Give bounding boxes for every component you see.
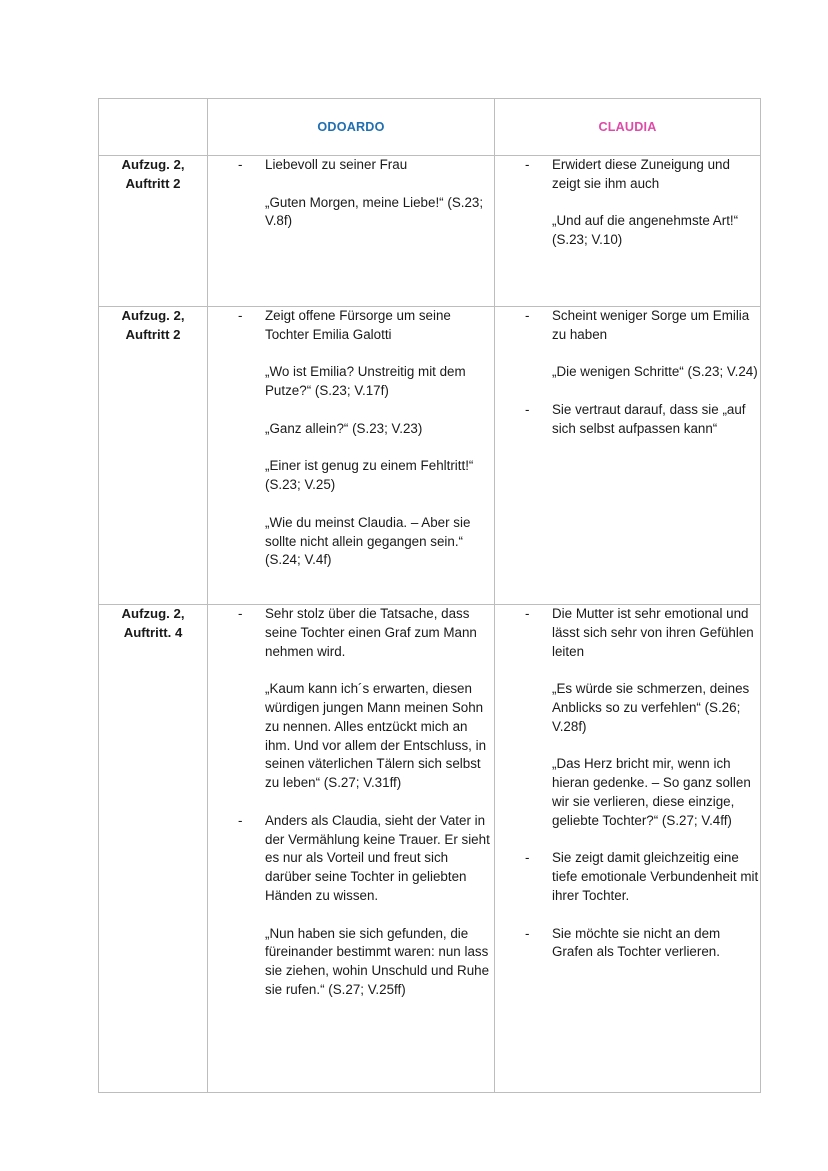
dash-bullet: -: [238, 157, 243, 172]
dash-bullet: -: [238, 308, 243, 323]
header-odoardo: ODOARDO: [208, 99, 495, 156]
entry-quote: „Ganz allein?“ (S.23; V.23): [265, 420, 423, 436]
odoardo-cell: [208, 156, 495, 307]
entry-quote: „Die wenigen Schritte“ (S.23; V.24): [552, 364, 758, 380]
row-label-line: Aufzug. 2,: [121, 606, 185, 621]
entry-quote: „Einer ist genug zu einem Fehltritt!“ (S.23; V.25): [265, 458, 474, 493]
dash-bullet: -: [238, 812, 243, 828]
dash-bullet: -: [525, 157, 530, 172]
entry-quote: „Nun haben sie sich gefunden, die füreinander bestimmt waren: nun lass sie ziehen, wohin Unschuld und Ruhe sie rufen.“ (S.27; V.25ff): [265, 925, 490, 997]
row-label-line: Auftritt. 4: [123, 624, 183, 640]
list-item: [208, 812, 494, 1000]
table-row: [99, 156, 761, 307]
dash-bullet: -: [525, 401, 530, 417]
dash-bullet: -: [525, 850, 530, 866]
entry-quote: „Kaum kann ich´s erwarten, diesen würdigen jungen Mann meinen Sohn zu nennen. Alles entzückt mich an ihm. Und vor allem der Entschluss, in seinen väterlichen Tälern sich selbst zu leben“ (S.27; V.31ff): [265, 681, 487, 791]
row-label: [99, 605, 208, 1093]
odoardo-cell: [208, 307, 495, 605]
header-row: [99, 99, 761, 156]
entry-quote: „Wo ist Emilia? Unstreitig mit dem Putze?“ (S.23; V.17f): [265, 364, 466, 399]
entry-text: Erwidert diese Zuneigung und zeigt sie ihm auch: [552, 157, 730, 191]
entry-text: Sie vertraut darauf, dass sie „auf sich selbst aufpassen kann“: [552, 401, 746, 436]
entry-quote: „Das Herz bricht mir, wenn ich hieran gedenke. – So ganz sollen wir sie verlieren, diese einzige, geliebte Tochter?“ (S.27; V.4ff): [552, 756, 751, 828]
dash-bullet: -: [525, 606, 530, 621]
comparison-table: [98, 98, 761, 1093]
row-label-line: Auftritt 2: [125, 175, 181, 191]
entry-text: Sehr stolz über die Tatsache, dass seine Tochter einen Graf zum Mann nehmen wird.: [265, 606, 477, 659]
row-label: [99, 307, 208, 605]
list-item: [208, 156, 494, 231]
row-label: [99, 156, 208, 307]
claudia-cell: [495, 156, 761, 307]
row-label-line: Aufzug. 2,: [121, 308, 185, 323]
table-row: [99, 307, 761, 605]
row-label-line: Aufzug. 2,: [121, 157, 185, 172]
entry-quote: „Guten Morgen, meine Liebe!“ (S.23; V.8f): [265, 194, 484, 229]
entry-quote: „Wie du meinst Claudia. – Aber sie sollte nicht allein gegangen sein.“ (S.24; V.4f): [265, 514, 471, 568]
odoardo-cell: [208, 605, 495, 1093]
table-row: [99, 605, 761, 1093]
entry-quote: „Und auf die angenehmste Art!“ (S.23; V.10): [552, 213, 739, 248]
list-item: [208, 605, 494, 793]
claudia-cell: [495, 605, 761, 1093]
entry-quote: „Es würde sie schmerzen, deines Anblicks so zu verfehlen“ (S.26; V.28f): [552, 681, 750, 734]
header-corner: [99, 99, 208, 156]
list-item: [495, 401, 760, 439]
list-item: [495, 307, 760, 382]
list-item: [495, 925, 760, 963]
list-item: [208, 307, 494, 570]
dash-bullet: -: [238, 606, 243, 621]
entry-text: Liebevoll zu seiner Frau: [265, 157, 408, 172]
list-item: [495, 605, 760, 831]
entry-text: Die Mutter ist sehr emotional und lässt sich sehr von ihren Gefühlen leiten: [552, 606, 754, 659]
entry-text: Sie zeigt damit gleichzeitig eine tiefe emotionale Verbundenheit mit ihrer Tochter.: [552, 850, 759, 903]
dash-bullet: -: [525, 925, 530, 941]
entry-text: Anders als Claudia, sieht der Vater in der Vermählung keine Trauer. Er sieht es nur als Vorteil und freut sich darüber seine Tochter in geliebten Händen zu wissen.: [265, 812, 490, 903]
entry-text: Zeigt offene Fürsorge um seine Tochter Emilia Galotti: [265, 308, 451, 342]
entry-text: Scheint weniger Sorge um Emilia zu haben: [552, 308, 750, 342]
claudia-cell: [495, 307, 761, 605]
list-item: [495, 849, 760, 905]
header-claudia: CLAUDIA: [495, 99, 761, 156]
list-item: [495, 156, 760, 250]
row-label-line: Auftritt 2: [125, 326, 181, 342]
dash-bullet: -: [525, 308, 530, 323]
entry-text: Sie möchte sie nicht an dem Grafen als Tochter verlieren.: [552, 925, 721, 960]
